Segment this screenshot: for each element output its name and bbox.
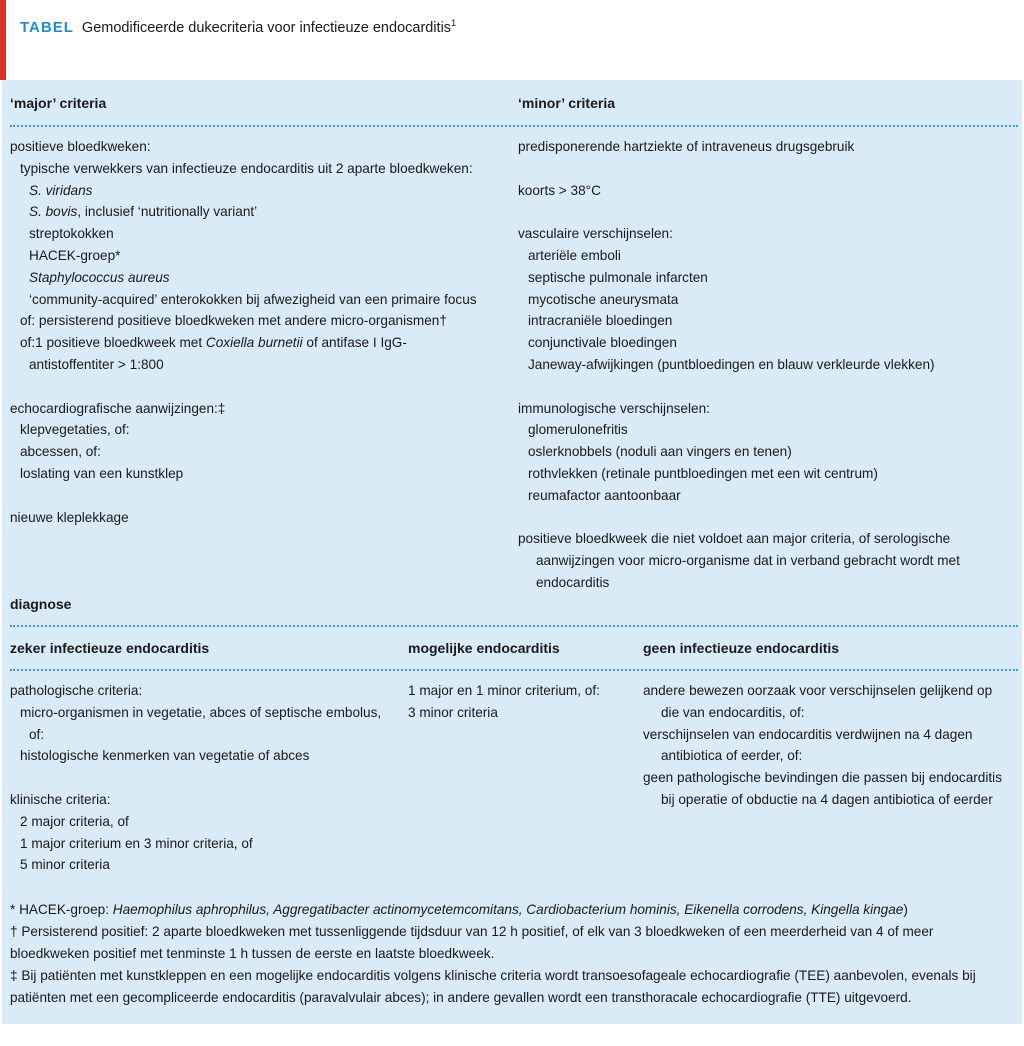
list-item [10, 201, 477, 223]
list-item: 2 major criteria, of [20, 813, 129, 829]
list-item: vasculaire verschijnselen: [518, 226, 673, 242]
list-item: antistoffentiter > 1:800 [29, 356, 164, 372]
list-item-text: , inclusief ‘nutritionally variant’ [77, 204, 258, 220]
list-item: klepvegetaties, of: [20, 422, 130, 438]
list-item: positieve bloedkweek die niet voldoet aan major criteria, of serologische [518, 531, 951, 547]
list-item: conjunctivale bloedingen [528, 335, 677, 351]
list-item: micro-organismen in vegetatie, abces of septische embolus, [20, 704, 382, 720]
spacer [10, 485, 477, 507]
caption-label: TABEL [20, 18, 74, 36]
list-item: Janeway-afwijkingen (puntbloedingen en blauw verkleurde vlekken) [528, 356, 935, 372]
list-item [10, 332, 477, 354]
list-item [10, 180, 477, 202]
spacer [518, 376, 960, 398]
list-item: ‘community-acquired’ enterokokken bij afwezigheid van een primaire focus [29, 291, 477, 307]
list-item: arteriële emboli [528, 247, 621, 263]
list-item: 5 minor criteria [20, 857, 110, 873]
list-item: oslerknobbels (noduli aan vingers en tenen) [528, 444, 792, 460]
dotted-rule [10, 625, 1018, 627]
minor-criteria-list [518, 136, 960, 594]
caption-title: Gemodificeerde dukecriteria voor infectieuze endocarditis [81, 19, 452, 36]
spacer [10, 376, 477, 398]
list-item: immunologische verschijnselen: [518, 400, 710, 416]
species-name: Staphylococcus aureus [29, 269, 170, 285]
list-item [10, 267, 477, 289]
definite-endocarditis-list [10, 680, 381, 876]
list-item: 3 minor criteria [408, 704, 498, 720]
footnote-hacek [10, 899, 1015, 921]
footnote-dagger-continued: bloedkweken positief met tenminste 1 h tussen de eerste en laatste bloedkweek. [10, 946, 495, 961]
list-item: klinische criteria: [10, 791, 111, 807]
major-criteria-heading: ‘major’ criteria [10, 95, 107, 111]
list-item: glomerulonefritis [528, 422, 628, 438]
list-item: reumafactor aantoonbaar [528, 487, 681, 503]
spacer [518, 158, 960, 180]
spacer [10, 767, 381, 789]
list-item: typische verwekkers van infectieuze endocarditis uit 2 aparte bloedkweken: [20, 160, 473, 176]
list-item-text: of:1 positieve bloedkweek met [20, 335, 206, 351]
footnotes [10, 899, 1015, 1009]
possible-endocarditis-list [408, 680, 600, 724]
list-item: predisponerende hartziekte of intraveneus drugsgebruik [518, 139, 855, 154]
list-item-text: of antifase I IgG- [302, 335, 407, 351]
list-item: 1 major criterium en 3 minor criteria, of [20, 835, 253, 851]
species-name: Coxiella burnetii [205, 335, 303, 351]
rejected-endocarditis-heading: geen infectieuze endocarditis [643, 640, 840, 656]
list-item: koorts > 38°C [518, 182, 601, 198]
list-item: rothvlekken (retinale puntbloedingen met een wit centrum) [528, 465, 878, 481]
list-item: septische pulmonale infarcten [528, 269, 708, 285]
table-caption [20, 18, 456, 36]
footnote-text: * HACEK-groep: [10, 902, 113, 917]
spacer [518, 507, 960, 529]
list-item: aanwijzingen voor micro-organisme dat in verband gebracht wordt met [536, 553, 960, 569]
list-item: abcessen, of: [20, 444, 101, 460]
list-item: mycotische aneurysmata [528, 291, 679, 307]
dotted-rule [10, 669, 1018, 671]
footnote-double-dagger-continued: patiënten met een gecompliceerde endocarditis (paravalvulair abces); in andere gevallen wordt een transthoracale echocardiografie (TTE) uitgevoerd. [10, 990, 912, 1005]
footnote-dagger: † Persisterend positief: 2 aparte bloedkweken met tussenliggende tijdsduur van 12 h positief, of elk van 3 bloedkweken of een meerderheid van 4 of meer [10, 924, 934, 939]
criteria-table [2, 80, 1022, 1024]
species-name: S. viridans [29, 182, 93, 198]
list-item: die van endocarditis, of: [661, 704, 805, 720]
list-item: andere bewezen oorzaak voor verschijnselen gelijkend op [643, 683, 993, 698]
footnote-text: ) [903, 902, 908, 917]
list-item: pathologische criteria: [10, 683, 143, 698]
minor-criteria-heading: ‘minor’ criteria [518, 95, 616, 111]
possible-endocarditis-heading: mogelijke endocarditis [408, 640, 560, 656]
list-item: of: persisterend positieve bloedkweken met andere micro-organismen† [20, 313, 447, 329]
species-name: Haemophilus aphrophilus, Aggregatibacter actinomycetemcomitans, Cardiobacterium hominis, Eikenella corrodens, Kingella kingae [112, 902, 904, 917]
caption-reference: 1 [451, 18, 457, 28]
list-item: geen pathologische bevindingen die passen bij endocarditis [643, 770, 1002, 786]
major-criteria-list [10, 136, 477, 528]
species-name: S. bovis [29, 204, 78, 220]
list-item: verschijnselen van endocarditis verdwijnen na 4 dagen [643, 726, 973, 742]
list-item: of: [29, 726, 45, 742]
list-item: bij operatie of obductie na 4 dagen antibiotica of eerder [661, 791, 993, 807]
diagnose-heading: diagnose [10, 596, 72, 612]
list-item: 1 major en 1 minor criterium, of: [408, 683, 600, 698]
list-item: streptokokken [29, 226, 114, 242]
list-item: loslating van een kunstklep [20, 465, 184, 481]
list-item: echocardiografische aanwijzingen:‡ [10, 400, 226, 416]
rejected-endocarditis-list [643, 680, 1002, 811]
list-item: nieuwe kleplekkage [10, 509, 129, 525]
list-item: histologische kenmerken van vegetatie of abces [20, 748, 310, 764]
list-item: intracraniële bloedingen [528, 313, 673, 329]
list-item: HACEK-groep* [29, 247, 121, 263]
definite-endocarditis-heading: zeker infectieuze endocarditis [10, 640, 210, 656]
footnote-double-dagger: ‡ Bij patiënten met kunstkleppen en een mogelijke endocarditis volgens klinische criteria wordt transoesofageale echocardiografie (TEE) aanbevolen, evenals bij [10, 968, 976, 983]
list-item: endocarditis [536, 574, 610, 590]
header-accent-bar [0, 0, 6, 80]
list-item: antibiotica of eerder, of: [661, 748, 803, 764]
spacer [518, 201, 960, 223]
list-item: positieve bloedkweken: [10, 139, 151, 154]
dotted-rule [10, 125, 1018, 127]
